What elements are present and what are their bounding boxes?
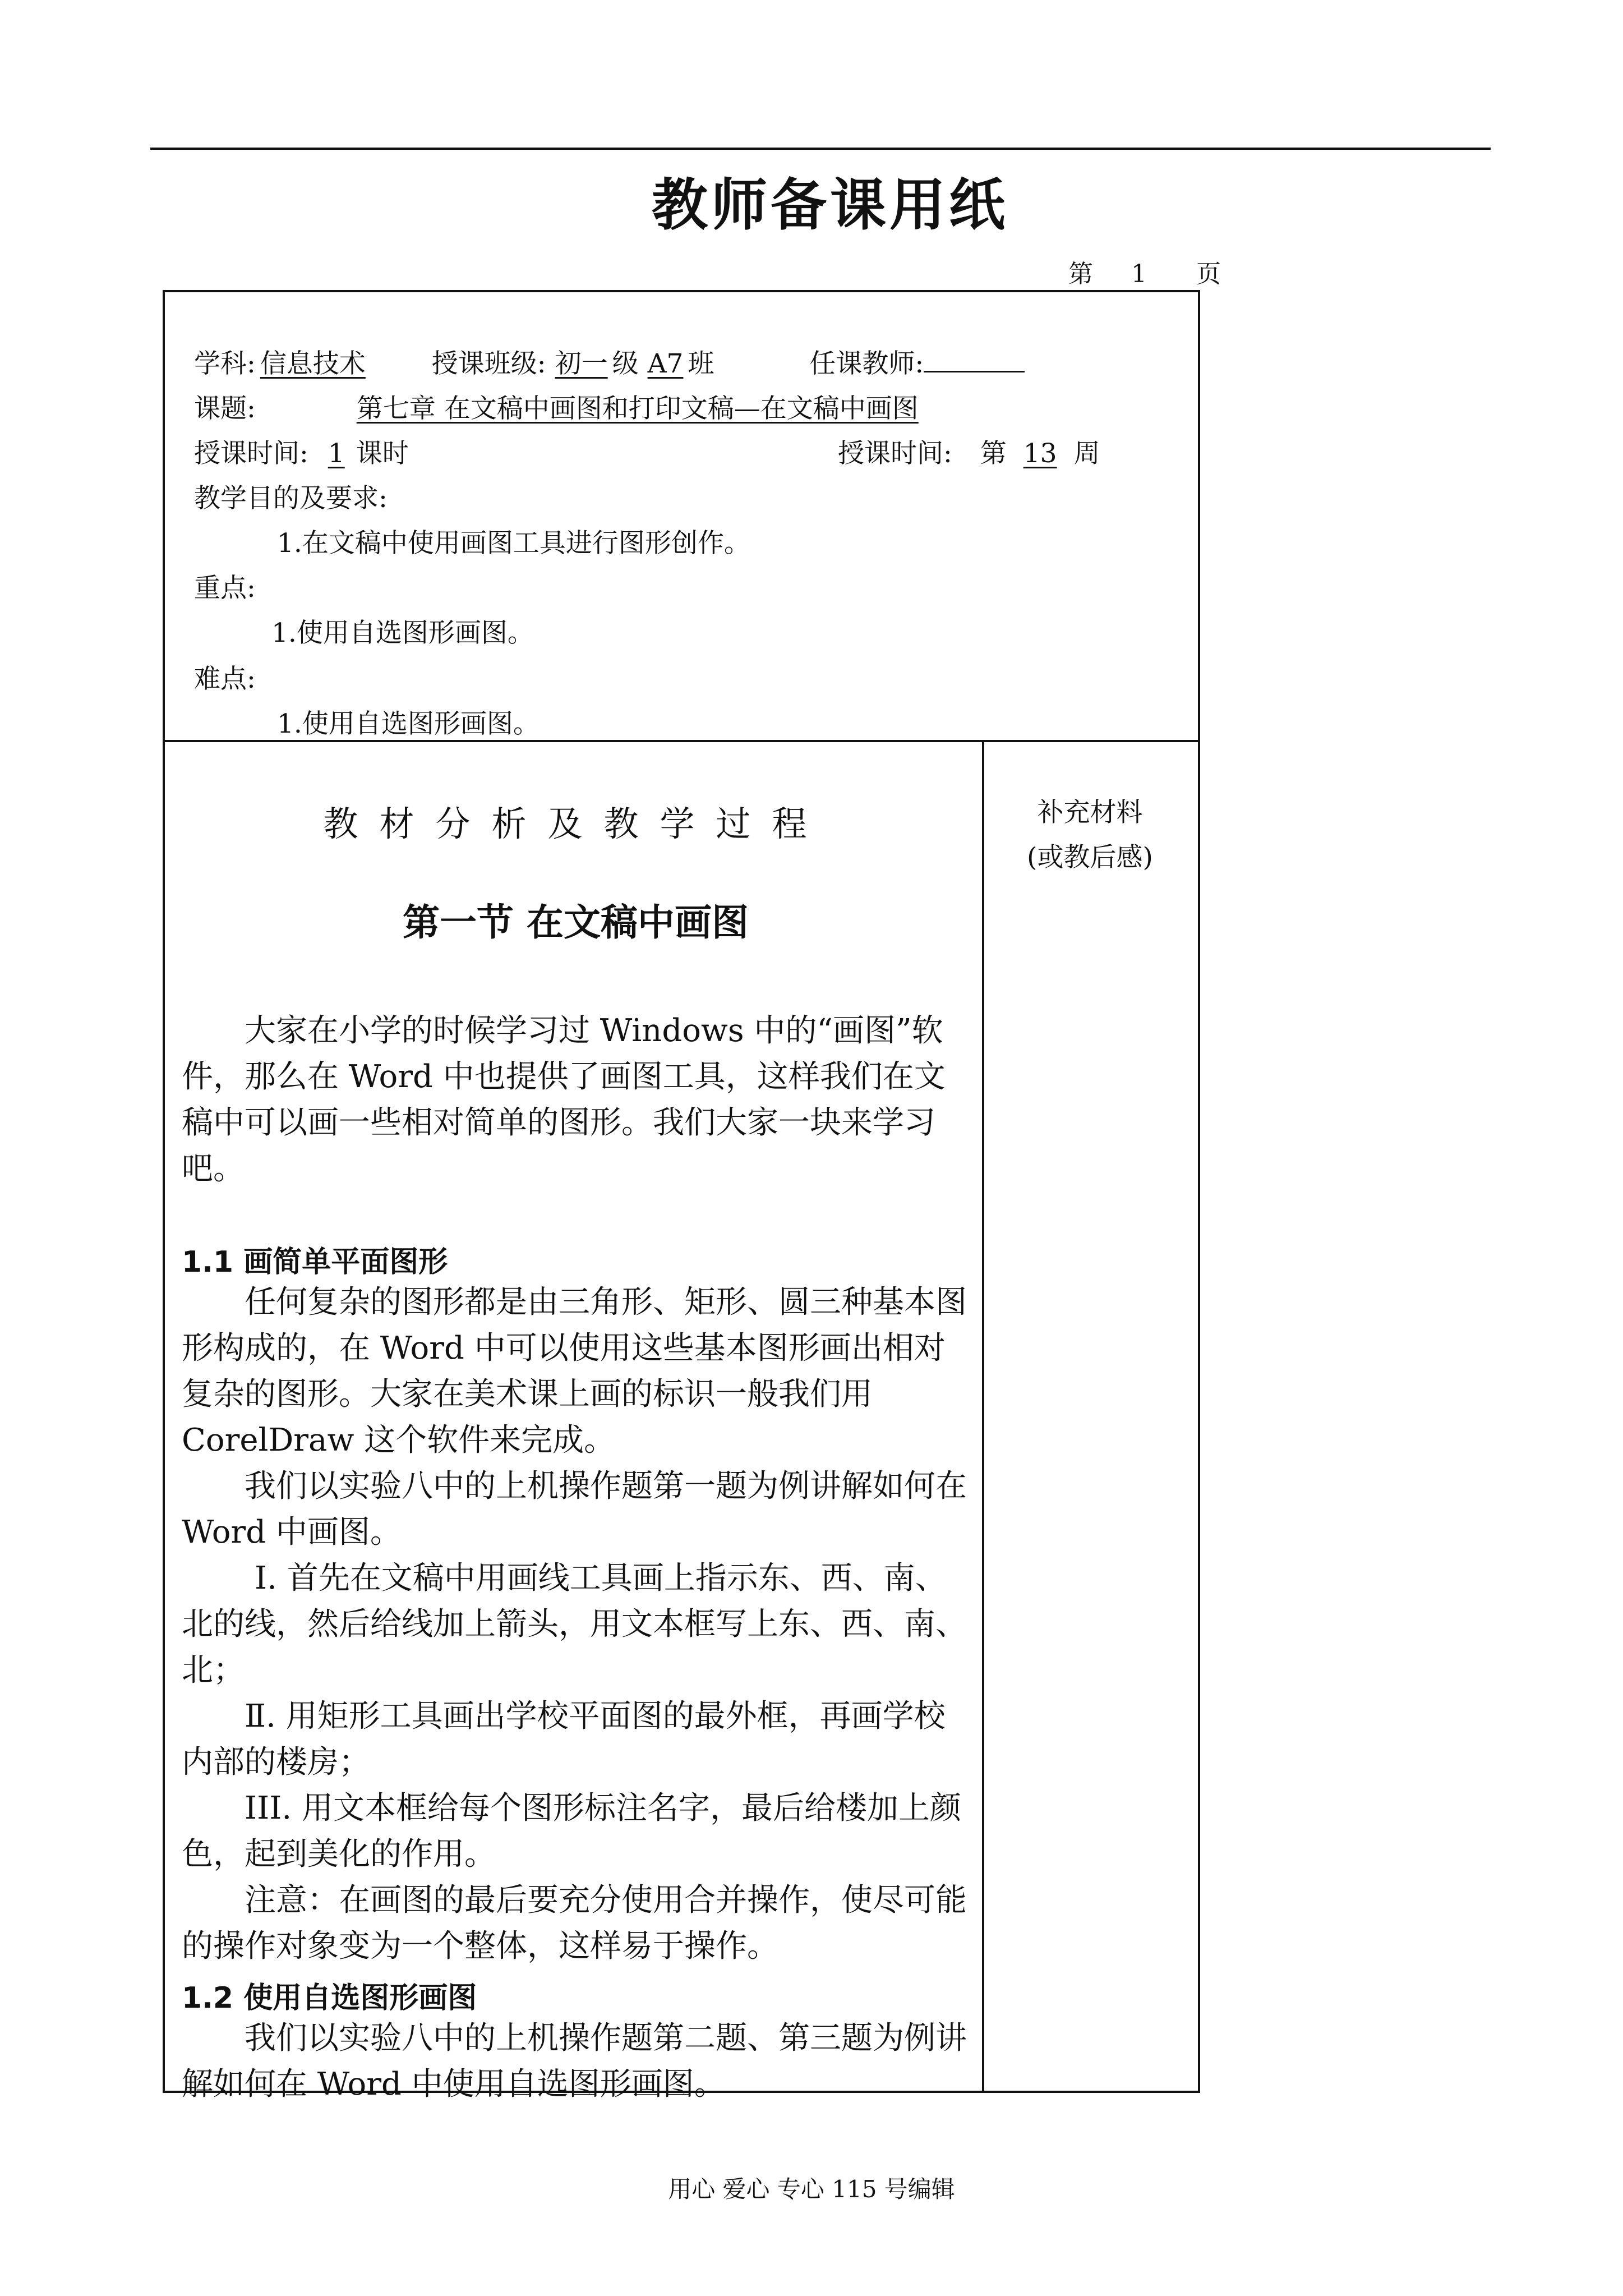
goals-label: 教学目的及要求: [194, 483, 388, 514]
paragraph-step-1: Ⅰ. 首先在文稿中用画线工具画上指示东、西、南、北的线，然后给线加上箭头，用文本框写上东、西、南、北； [182, 1560, 967, 1688]
section-subtitle: 第一节 在文稿中画图 [403, 901, 749, 944]
hours-value: 1 [328, 438, 345, 469]
week-label: 授课时间: [838, 438, 952, 469]
heading-1-2: 1.2 使用自选图形画图 [182, 1981, 477, 2015]
teacher-blank [924, 346, 1025, 372]
lesson-info-box [163, 290, 1200, 742]
supplement-subtitle: (或教后感) [1027, 842, 1153, 873]
week-value: 13 [1023, 438, 1057, 469]
supplement-title: 补充材料 [1037, 797, 1143, 828]
key-label: 重点: [194, 573, 256, 604]
teacher-label: 任课教师: [809, 348, 924, 379]
document-title: 教师备课用纸 [652, 172, 1008, 238]
section-title: 教材分析及教学过程 [323, 803, 828, 844]
intro-paragraph: 大家在小学的时候学习过 Windows 中的“画图”软件，那么在 Word 中也提供了画图工具，这样我们在文稿中可以画一些相对简单的图形。我们大家一块来学习吧。 [182, 1013, 946, 1187]
subject-label: 学科: [194, 348, 256, 379]
footer-text: 用心 爱心 专心 115 号编辑 [668, 2175, 955, 2203]
week-prefix: 第 [980, 438, 1007, 469]
topic-label: 课题: [194, 393, 256, 424]
info-row-topic [194, 388, 952, 425]
subject-value: 信息技术 [260, 348, 366, 379]
page-number-value: 1 [1131, 260, 1147, 288]
hours-unit: 课时 [356, 438, 409, 469]
week-unit: 周 [1073, 438, 1100, 469]
hours-row [194, 432, 409, 470]
supplement-column [982, 740, 1200, 2093]
paragraph-step-2: Ⅱ. 用矩形工具画出学校平面图的最外框，再画学校内部的楼房； [182, 1698, 946, 1780]
week-row [838, 432, 1100, 470]
info-row-1 [194, 343, 1025, 380]
class-grade: 初一 [555, 348, 608, 379]
top-rule [150, 148, 1491, 150]
topic-value: 第七章 在文稿中画图和打印文稿—在文稿中画图 [356, 393, 919, 424]
class-label: 授课班级: [431, 348, 546, 379]
difficult-item: 1.使用自选图形画图。 [277, 708, 540, 739]
class-grade-unit: 级 [612, 348, 639, 379]
heading-1-1: 1.1 画简单平面图形 [182, 1245, 448, 1279]
page-suffix: 页 [1196, 260, 1221, 288]
paragraph-note: 注意：在画图的最后要充分使用合并操作，使尽可能的操作对象变为一个整体，这样易于操作。 [182, 1882, 967, 1964]
class-number: A7 [647, 348, 684, 379]
teaching-process-column [163, 740, 984, 2102]
paragraph-1: 任何复杂的图形都是由三角形、矩形、圆三种基本图形构成的，在 Word 中可以使用这些基本图形画出相对复杂的图形。大家在美术课上画的标识一般我们用 CorelDraw 这个软件来完成。 [182, 1284, 967, 1458]
page-prefix: 第 [1068, 260, 1093, 288]
difficult-label: 难点: [194, 664, 256, 694]
paragraph-2: 我们以实验八中的上机操作题第一题为例讲解如何在 Word 中画图。 [182, 1468, 967, 1550]
paragraph-7: 我们以实验八中的上机操作题第二题、第三题为例讲解如何在 Word 中使用自选图形画图。 [182, 2020, 967, 2102]
class-unit: 班 [688, 348, 714, 379]
goals-item: 1.在文稿中使用画图工具进行图形创作。 [277, 528, 750, 559]
hours-label: 授课时间: [194, 438, 308, 469]
page-number [1068, 254, 1221, 289]
key-item: 1.使用自选图形画图。 [271, 618, 534, 648]
paragraph-step-3: III. 用文本框给每个图形标注名字，最后给楼加上颜色，起到美化的作用。 [182, 1790, 961, 1872]
